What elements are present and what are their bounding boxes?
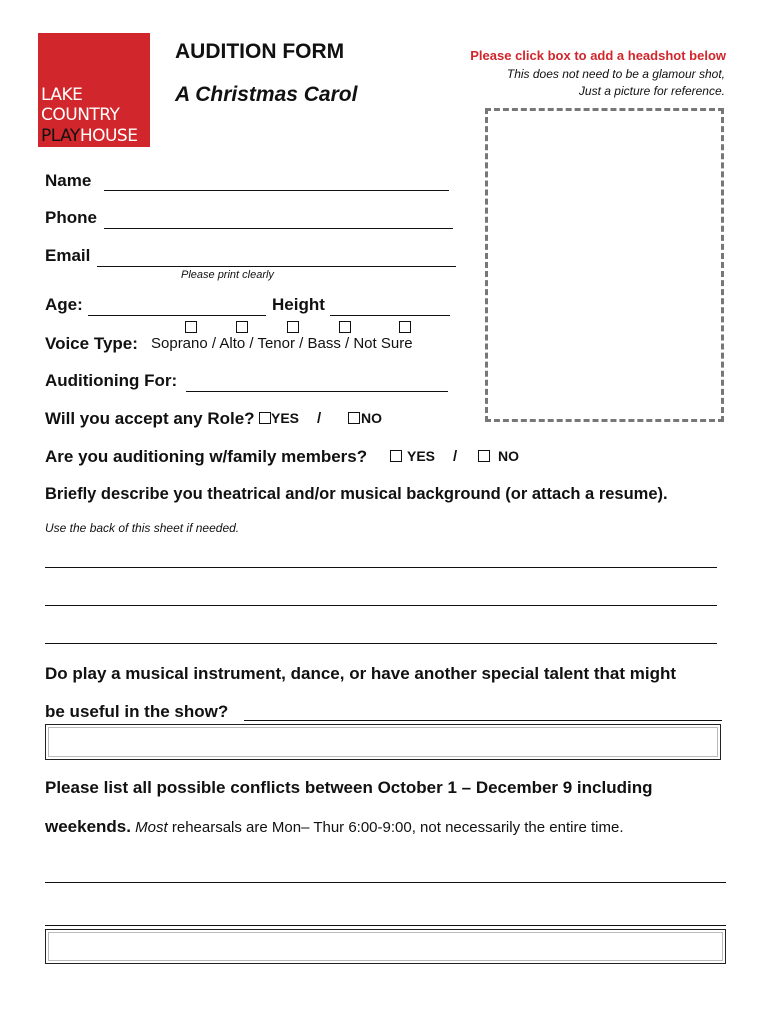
phone-label: Phone [45,208,97,227]
height-field[interactable] [330,297,450,316]
tenor-checkbox[interactable] [287,321,299,333]
family-no-label: NO [498,448,519,464]
logo-line-3 [41,126,137,146]
family-question: Are you auditioning w/family members? [45,447,368,466]
conflicts-most: Most [135,819,168,836]
auditioning-for-label: Auditioning For: [45,371,178,390]
accept-role-slash: / [317,410,322,427]
email-label: Email [45,246,91,265]
conflicts-line-2[interactable] [45,925,726,926]
not-sure-checkbox[interactable] [399,321,411,333]
accept-role-no-label: NO [361,410,382,426]
soprano-checkbox[interactable] [185,321,197,333]
headshot-note-1: This does not need to be a glamour shot, [506,67,725,81]
name-field[interactable] [104,172,449,191]
logo-house: HOUSE [79,126,138,146]
age-label: Age: [45,295,83,314]
talent-textbox-inner [48,727,718,757]
email-field[interactable] [97,248,456,267]
lake-country-playhouse-logo [38,33,150,147]
accept-role-no-checkbox[interactable] [348,412,360,424]
logo-line-1: LAKE [41,85,83,105]
print-clearly-note: Please print clearly [181,269,274,281]
accept-role-yes-label: YES [271,410,300,426]
background-note: Use the back of this sheet if needed. [45,521,240,535]
family-yes-label: YES [407,448,436,464]
background-line-1[interactable] [45,567,717,568]
logo-play: PLAY [41,126,80,146]
conflicts-weekends: weekends. [45,817,131,836]
talent-answer-line[interactable] [244,702,722,721]
accept-role-yes-checkbox[interactable] [259,412,271,424]
family-no-checkbox[interactable] [478,450,490,462]
age-field[interactable] [88,297,266,316]
background-line-2[interactable] [45,605,717,606]
phone-field[interactable] [104,210,453,229]
height-label: Height [272,295,325,314]
conflicts-question-line-1: Please list all possible conflicts between October 1 – December 9 including [45,778,653,797]
conflicts-rehearsal-note: rehearsals are Mon– Thur 6:00-9:00, not necessarily the entire time. [167,819,624,836]
headshot-upload-box[interactable] [485,108,724,422]
name-label: Name [45,171,92,190]
talent-question-line-1: Do play a musical instrument, dance, or have another special talent that might [45,664,677,683]
bass-checkbox[interactable] [339,321,351,333]
show-title: A Christmas Carol [175,83,358,106]
conflicts-textbox[interactable] [45,929,726,964]
conflicts-line-1[interactable] [45,882,726,883]
family-yes-checkbox[interactable] [390,450,402,462]
headshot-note-2: Just a picture for reference. [578,84,725,98]
conflicts-textbox-inner [48,932,723,961]
form-title: AUDITION FORM [175,40,345,63]
voice-options-text: Soprano / Alto / Tenor / Bass / Not Sure [151,335,413,352]
headshot-prompt: Please click box to add a headshot below [470,48,726,63]
background-question: Briefly describe you theatrical and/or musical background (or attach a resume). [45,485,668,503]
talent-textbox[interactable] [45,724,721,760]
background-line-3[interactable] [45,643,717,644]
family-slash: / [453,448,458,465]
conflicts-question-line-2 [45,817,623,837]
talent-question-line-2: be useful in the show? [45,702,229,721]
alto-checkbox[interactable] [236,321,248,333]
accept-role-question: Will you accept any Role? [45,409,255,428]
logo-line-2: COUNTRY [41,105,120,125]
voice-type-label: Voice Type: [45,334,138,353]
auditioning-for-field[interactable] [186,373,448,392]
